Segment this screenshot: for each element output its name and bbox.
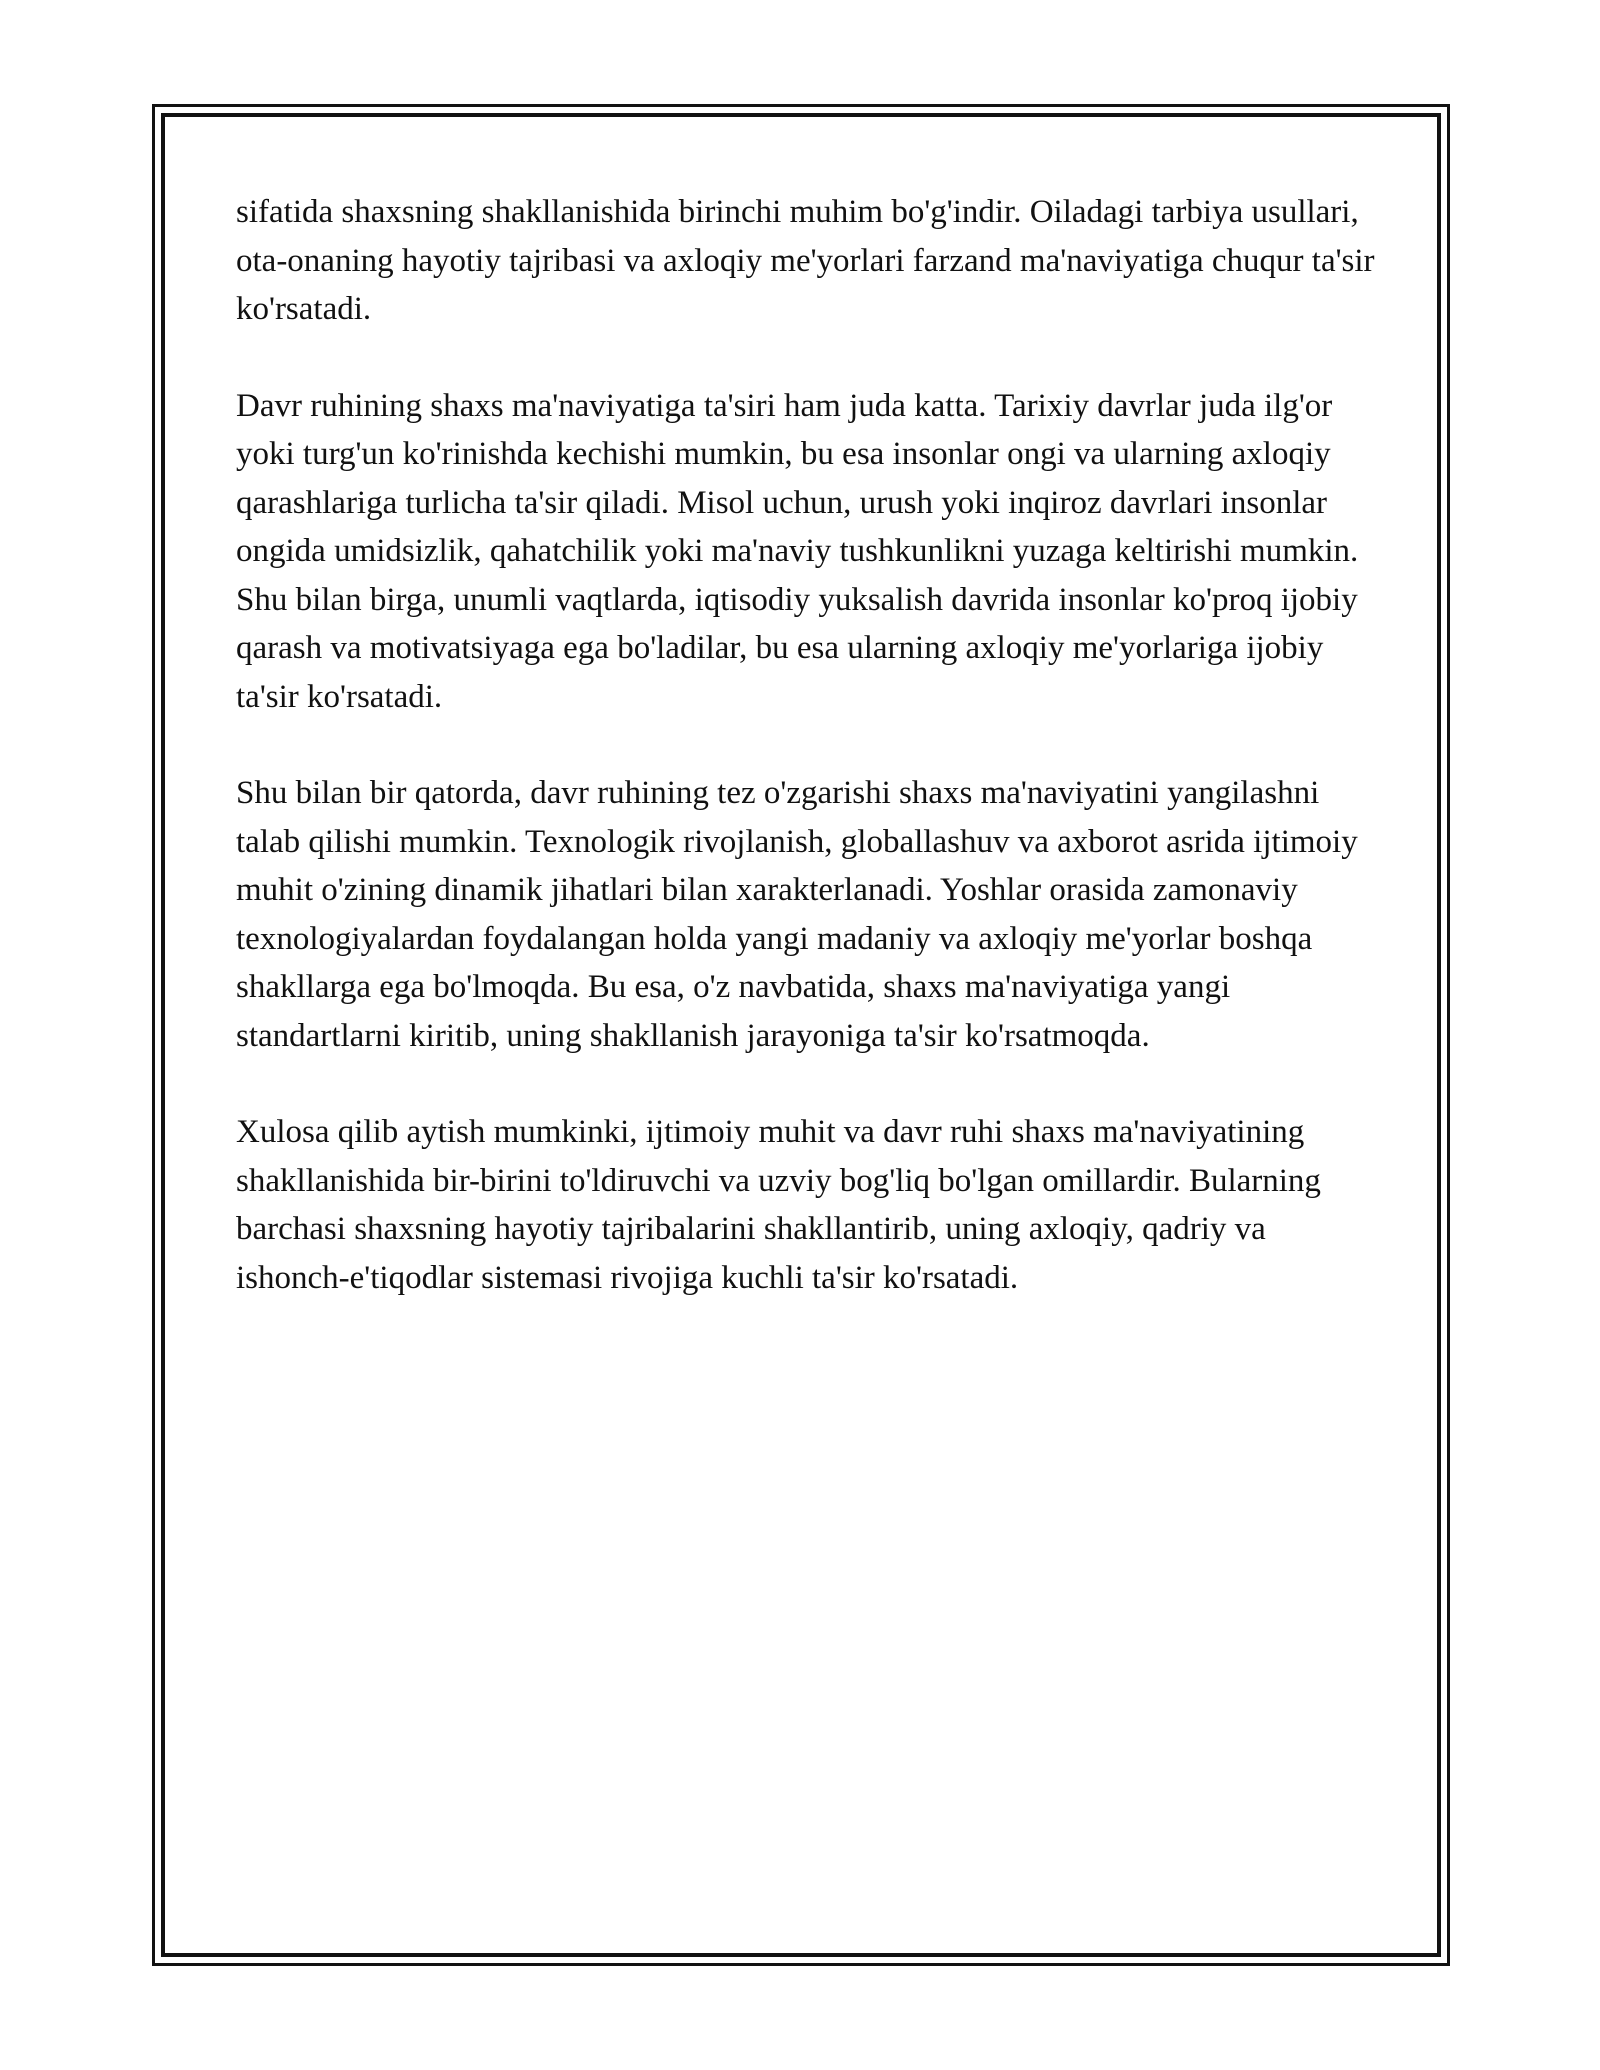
document-body <box>236 188 1378 1350</box>
paragraph-4: Xulosa qilib aytish mumkinki, ijtimoiy muhit va davr ruhi shaxs ma'naviyatining shakllanishida bir-birini to'ldiruvchi va uzviy bog'liq bo'lgan omillardir. Bularning barchasi shaxsning hayotiy tajribalarini shakllantirib, uning axloqiy, qadriy va ishonch-e'tiqodlar sistemasi rivojiga kuchli ta'sir ko'rsatadi. <box>236 1114 1321 1296</box>
paragraph-1: sifatida shaxsning shakllanishida birinchi muhim bo'g'indir. Oiladagi tarbiya usullari, ota-onaning hayotiy tajribasi va axloqiy me'yorlari farzand ma'naviyatiga chuqur ta'sir ko'rsatadi. <box>236 194 1375 327</box>
paragraph-3: Shu bilan bir qatorda, davr ruhining tez o'zgarishi shaxs ma'naviyatini yangilashni talab qilishi mumkin. Texnologik rivojlanish, globallashuv va axborot asrida ijtimoiy muhit o'zining dinamik jihatlari bilan xarakterlanadi. Yoshlar orasida zamonaviy texnologiyalardan foydalangan holda yangi madaniy va axloqiy me'yorlar boshqa shakllarga ega bo'lmoqda. Bu esa, o'z navbatida, shaxs ma'naviyatiga yangi standartlarni kiritib, uning shakllanish jarayoniga ta'sir ko'rsatmoqda. <box>236 775 1358 1054</box>
paragraph-2: Davr ruhining shaxs ma'naviyatiga ta'siri ham juda katta. Tarixiy davrlar juda ilg'or yoki turg'un ko'rinishda kechishi mumkin, bu esa insonlar ongi va ularning axloqiy qarashlariga turlicha ta'sir qiladi. Misol uchun, urush yoki inqiroz davrlari insonlar ongida umidsizlik, qahatchilik yoki ma'naviy tushkunlikni yuzaga keltirishi mumkin. Shu bilan birga, unumli vaqtlarda, iqtisodiy yuksalish davrida insonlar ko'proq ijobiy qarash va motivatsiyaga ega bo'ladilar, bu esa ularning axloqiy me'yorlariga ijobiy ta'sir ko'rsatadi. <box>236 387 1359 715</box>
